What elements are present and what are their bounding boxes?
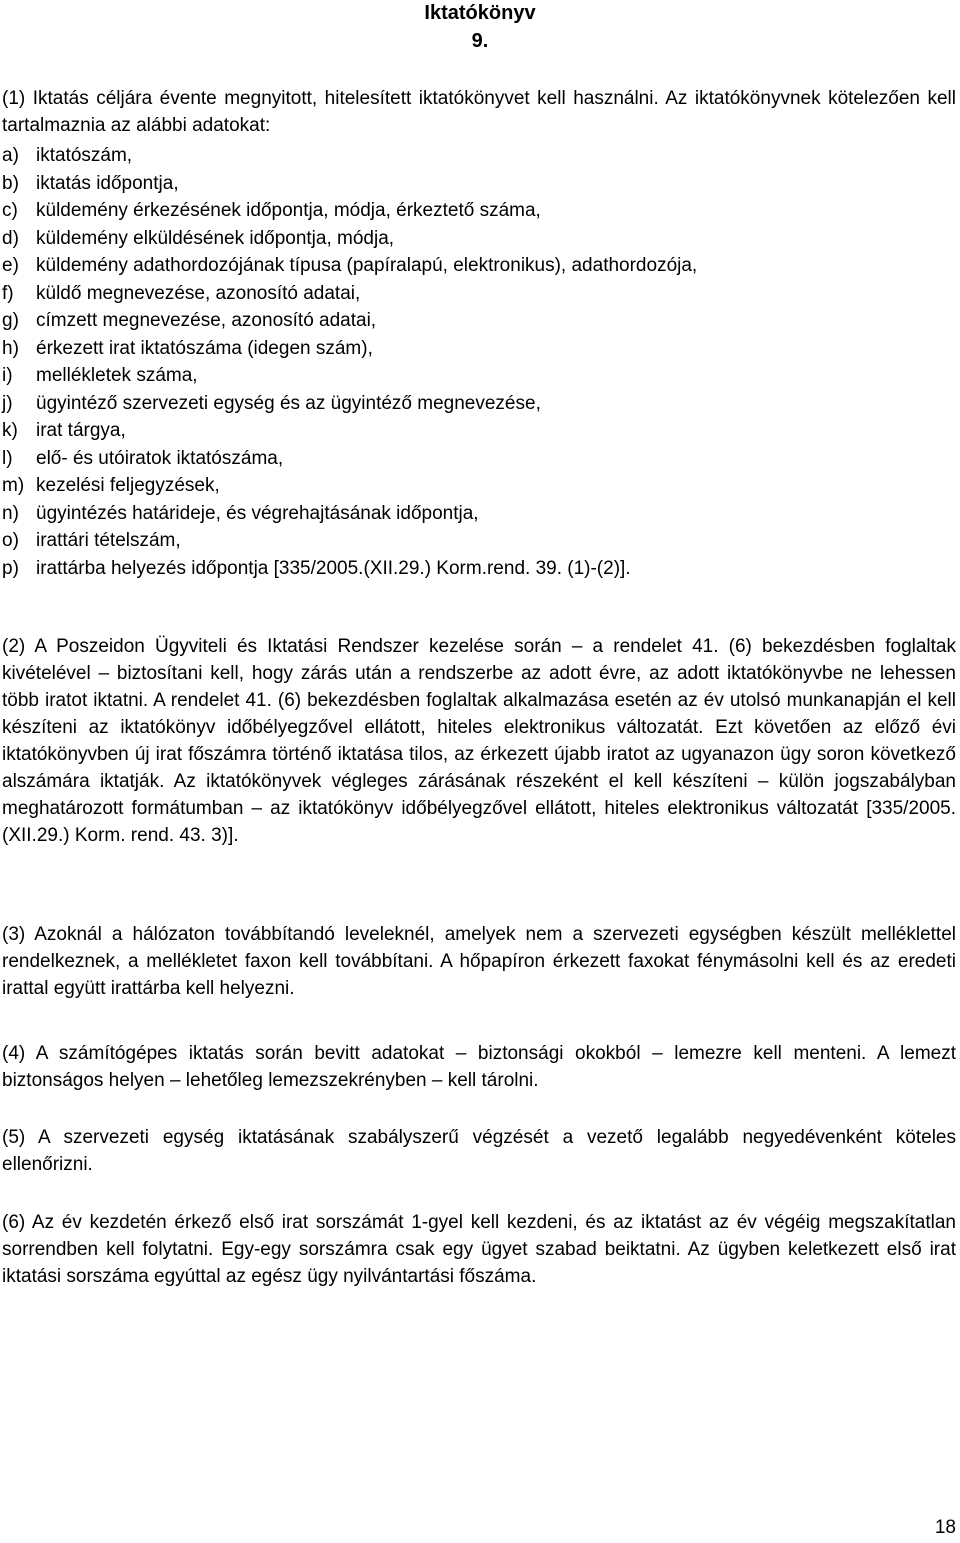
list-text: iktatószám, [36, 145, 133, 166]
document-title: Iktatókönyv [424, 2, 536, 24]
paragraph-2: (2) A Poszeidon Ügyviteli és Iktatási Rendszer kezelése során – a rendelet 41. (6) bekezdésben foglaltak kivételével – biztosítani kell, hogy zárás után a rendszerbe az adott évre, az adott iktatókönyvbe ne lehessen több iratot iktatni. A rendelet 41. (6) bekezdésben foglaltak alkalmazása esetén az év utolsó munkanapján el kell készíteni az iktatókönyv időbélyegzővel ellátott, hiteles elektronikus változatát. Ezt követően az előző évi iktatókönyvben új irat főszámra történő iktatása tilos, az érkezett újabb iratot az ugyanazon ügy soron következő alszámára iktatják. Az iktatókönyvek végleges zárásának részeként el kell készíteni – külön jogszabályban meghatározott formátumban – az iktatókönyv időbélyegzővel ellátott, hiteles elektronikus változatát [335/2005.(XII.29.) Korm. rend. 43. 3)]. [2, 636, 956, 846]
list-item [2, 197, 902, 225]
list-marker: e) [2, 255, 19, 276]
list-marker: b) [2, 172, 19, 194]
list-marker: p) [2, 557, 19, 579]
required-data-list [2, 142, 902, 582]
list-marker: m) [2, 475, 25, 496]
list-marker: a) [2, 145, 19, 166]
paragraph-1: (1) Iktatás céljára évente megnyitott, hitelesített iktatókönyvet kell használni. Az iktatókönyvnek kötelezően kell tartalmaznia az alábbi adatokat: [2, 88, 956, 136]
list-item [2, 142, 902, 170]
list-text: irattárba helyezés időpontja [335/2005.(XII.29.) Korm.rend. 39. (1)-(2)]. [36, 557, 631, 579]
list-marker: k) [2, 420, 18, 441]
list-text: küldemény elküldésének időpontja, módja, [36, 227, 395, 249]
list-text: küldemény érkezésének időpontja, módja, érkeztető száma, [36, 200, 541, 221]
list-item [2, 472, 902, 500]
list-text: elő- és utóiratok iktatószáma, [36, 447, 284, 469]
list-text: irat tárgya, [36, 420, 126, 441]
list-text: ügyintéző szervezeti egység és az ügyintéző megnevezése, [36, 392, 541, 414]
list-marker: o) [2, 530, 19, 551]
list-text: kezelési feljegyzések, [36, 475, 220, 496]
paragraph-3: (3) Azoknál a hálózaton továbbítandó leveleknél, amelyek nem a szervezeti egységben készült melléklettel rendelkeznek, a mellékletet faxon kell továbbítani. A hőpapíron érkezett faxokat fénymásolni kell és az eredeti irattal együtt irattárba kell helyezni. [2, 924, 956, 999]
list-marker: h) [2, 337, 19, 359]
list-item [2, 307, 902, 335]
list-marker: i) [2, 365, 13, 386]
list-marker: j) [2, 392, 13, 414]
list-item [2, 362, 902, 390]
paragraph-6: (6) Az év kezdetén érkező első irat sorszámát 1-gyel kell kezdeni, és az iktatást az év végéig megszakítatlan sorrendben kell folytatni. Egy-egy sorszámra csak egy ügyet szabad beiktatni. Az ügyben keletkezett első irat iktatási sorszáma egyúttal az egész ügy nyilvántartási főszáma. [2, 1212, 956, 1287]
list-text: küldő megnevezése, azonosító adatai, [36, 282, 361, 304]
list-item [2, 252, 902, 280]
page-number: 18 [934, 1517, 956, 1538]
list-item [2, 225, 902, 253]
list-marker: d) [2, 227, 19, 249]
list-text: iktatás időpontja, [36, 172, 179, 194]
paragraph-4: (4) A számítógépes iktatás során bevitt adatokat – biztonsági okokból – lemezre kell menteni. A lemezt biztonságos helyen – lehetőleg lemezszekrényben – kell tárolni. [2, 1043, 956, 1091]
list-marker: f) [2, 282, 14, 304]
list-item [2, 170, 902, 198]
list-item [2, 445, 902, 473]
section-number: 9. [471, 30, 489, 52]
list-text: érkezett irat iktatószáma (idegen szám), [36, 337, 373, 359]
list-text: mellékletek száma, [36, 365, 198, 386]
list-marker: g) [2, 310, 19, 331]
list-item [2, 417, 902, 445]
list-marker: c) [2, 200, 18, 221]
list-text: küldemény adathordozójának típusa (papíralapú, elektronikus), adathordozója, [36, 255, 698, 276]
list-text: ügyintézés határideje, és végrehajtásának időpontja, [36, 502, 479, 524]
list-item [2, 555, 902, 583]
list-item [2, 500, 902, 528]
paragraph-5: (5) A szervezeti egység iktatásának szabályszerű végzését a vezető legalább negyedévenként köteles ellenőrizni. [2, 1127, 956, 1175]
list-item [2, 280, 902, 308]
list-marker: n) [2, 502, 19, 524]
list-item [2, 335, 902, 363]
list-marker: l) [2, 447, 13, 469]
list-text: irattári tételszám, [36, 530, 181, 551]
list-item [2, 527, 902, 555]
list-item [2, 390, 902, 418]
list-text: címzett megnevezése, azonosító adatai, [36, 310, 377, 331]
